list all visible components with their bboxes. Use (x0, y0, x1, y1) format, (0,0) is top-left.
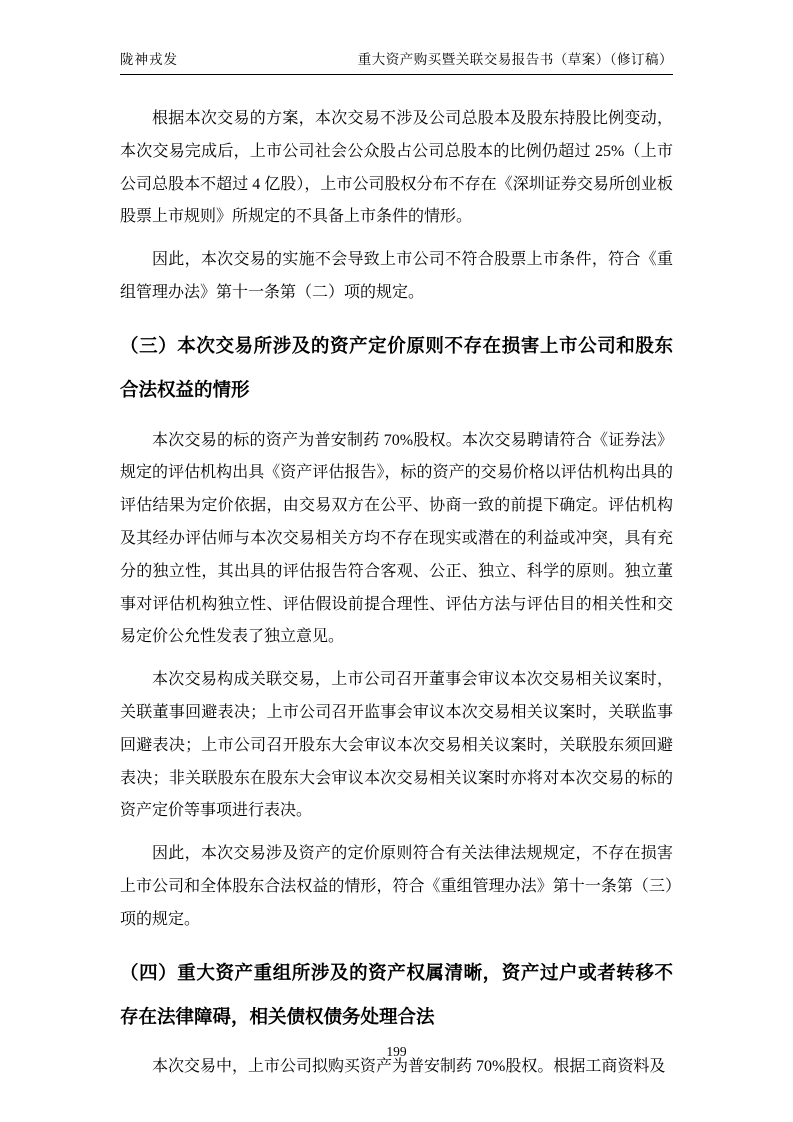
paragraph-conclusion-item-3: 因此，本次交易涉及资产的定价原则符合有关法律法规规定，不存在损害上市公司和全体股东合法权益的情形，符合《重组管理办法》第十一条第（三）项的规定。 (120, 845, 673, 928)
page-header (120, 48, 673, 75)
paragraph-related-transaction-voting: 本次交易构成关联交易，上市公司召开董事会审议本次交易相关议案时，关联董事回避表决；上市公司召开监事会审议本次交易相关议案时，关联监事回避表决；上市公司召开股东大会审议本次交易相关议案时，关联股东须回避表决；非关联股东在股东大会审议本次交易相关议案时亦将对本次交易的标的资产定价等事项进行表决。 (120, 671, 673, 820)
page-number: 199 (386, 1044, 407, 1059)
page-footer (0, 1044, 793, 1060)
document-body (120, 103, 673, 1084)
paragraph-pricing-principle: 本次交易的标的资产为普安制药 70%股权。本次交易聘请符合《证券法》规定的评估机构出具《资产评估报告》，标的资产的交易价格以评估机构出具的评估结果为定价依据，由交易双方在公平、协商一致的前提下确定。评估机构及其经办评估师与本次交易相关方均不存在现实或潜在的利益或冲突，具有充分的独立性，其出具的评估报告符合客观、公正、独立、科学的原则。独立董事对评估机构独立性、评估假设前提合理性、评估方法与评估目的相关性和交易定价公允性发表了独立意见。 (120, 431, 673, 646)
header-document-title: 重大资产购买暨关联交易报告书（草案）（修订稿） (357, 52, 673, 67)
paragraph-conclusion-item-2: 因此，本次交易的实施不会导致上市公司不符合股票上市条件，符合《重组管理办法》第十一条第（二）项的规定。 (120, 251, 673, 301)
section-heading-3: （三）本次交易所涉及的资产定价原则不存在损害上市公司和股东合法权益的情形 (120, 334, 673, 401)
section-heading-4: （四）重大资产重组所涉及的资产权属清晰，资产过户或者转移不存在法律障碍，相关债权债务处理合法 (120, 961, 673, 1027)
paragraph-listing-conditions: 根据本次交易的方案，本次交易不涉及公司总股本及股东持股比例变动，本次交易完成后，上市公司社会公众股占公司总股本的比例仍超过 25%（上市公司总股本不超过 4 亿股），上市公司股权分布不存在《深圳证券交易所创业板股票上市规则》所规定的不具备上市条件的情形。 (120, 110, 673, 226)
paragraph-asset-ownership: 本次交易中，上市公司拟购买资产为普安制药 70%股权。根据工商资料及 (152, 1058, 666, 1076)
header-company-name: 陇神戎发 (120, 52, 178, 67)
